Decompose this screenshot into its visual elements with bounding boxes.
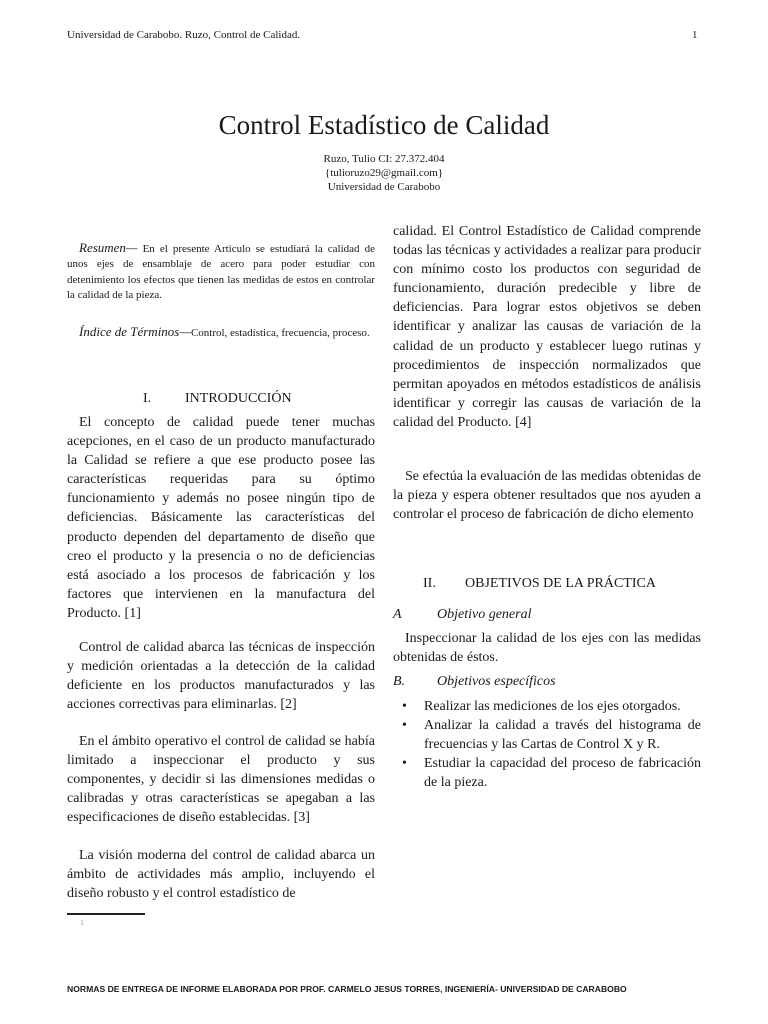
specific-objectives-list <box>393 697 701 792</box>
running-header: Universidad de Carabobo. Ruzo, Control de Calidad. <box>67 29 301 41</box>
subsection-b-heading <box>393 674 556 690</box>
objective-item: • Realizar las mediciones de los ejes otorgados. <box>393 697 701 716</box>
subsection-a-heading <box>393 607 531 623</box>
intro-text-2: Control de calidad abarca las técnicas de inspección y medición orientadas a la detección de la calidad deficiente en los productos manufacturados y las acciones correctivas para eliminarlas. [2] <box>67 640 375 713</box>
right-text-1: calidad. El Control Estadístico de Calidad comprende todas las técnicas y actividades a realizar para producir con mínimo costo los productos con seguridad de funcionamiento, duración predecible y libre de deficiencias. Para lograr estos objetivos se deben identificar y analizar las causas de variación de la calidad de un producto y establecer luego rutinas y procedimientos de inspección normalizados que permitan apoyados en métodos estadísticos de análisis identificar y corregir las causas de variación de la calidad del Producto. [4] <box>393 224 701 430</box>
paper-title: Control Estadístico de Calidad <box>218 110 550 140</box>
section-heading-objetivos <box>423 576 656 592</box>
section-heading-introduccion <box>143 391 292 407</box>
intro-paragraph-1 <box>67 413 375 623</box>
author-block <box>0 152 768 194</box>
abstract <box>67 240 375 304</box>
right-paragraph-1 <box>393 222 701 432</box>
objective-item: • Estudiar la capacidad del proceso de fabricación de la pieza. <box>393 754 701 792</box>
index-terms <box>67 324 375 341</box>
subsection-letter: A <box>393 607 402 622</box>
intro-text-4: La visión moderna del control de calidad abarca un ámbito de actividades más amplio, incluyendo el diseño robusto y el control estadístico de <box>67 848 375 902</box>
section-title: OBJETIVOS DE LA PRÁCTICA <box>465 576 656 591</box>
page-footer: NORMAS DE ENTREGA DE INFORME ELABORADA POR PROF. CARMELO JESUS TORRES, INGENIERÍA- UNIVERSIDAD DE CARABOBO <box>67 984 627 994</box>
author-name: Ruzo, Tulio CI: 27.372.404 <box>323 153 445 165</box>
subsection-letter: B. <box>393 674 406 689</box>
general-objective-text: Inspeccionar la calidad de los ejes con las medidas obtenidas de éstos. <box>393 631 701 666</box>
index-terms-text: Control, estadística, frecuencia, proceso. <box>190 327 370 339</box>
subsection-title: Objetivo general <box>437 607 532 622</box>
section-number: I. <box>143 391 152 406</box>
author-email: {tulioruzo29@gmail.com} <box>324 167 444 179</box>
abstract-text: En el presente Articulo se estudiará la calidad de unos ejes de ensamblaje de acero para poder estudiar con detenimiento los efectos que tienen las medidas de estos en controlar la calidad de la pieza. <box>67 243 375 302</box>
objective-item: • Analizar la calidad a través del histograma de frecuencias y las Cartas de Control X y R. <box>393 716 701 754</box>
section-number: II. <box>423 576 436 591</box>
general-objective <box>393 629 701 667</box>
author-affiliation: Universidad de Carabobo <box>327 181 441 193</box>
subsection-title: Objetivos específicos <box>437 674 556 689</box>
abstract-label: Resumen— <box>79 240 138 255</box>
page-number: 1 <box>692 29 698 41</box>
right-paragraph-2 <box>393 467 701 524</box>
intro-text-3: En el ámbito operativo el control de calidad se había limitado a inspeccionar el producto y sus componentes, y decidir si las dimensiones medidas o calibradas y otras características se apegaban a las especificaciones de diseño establecidas. [3] <box>67 734 375 826</box>
section-title: INTRODUCCIÓN <box>185 391 292 406</box>
intro-paragraph-3 <box>67 732 375 827</box>
intro-paragraph-4 <box>67 846 375 903</box>
footnote-rule <box>67 913 145 915</box>
intro-text-1: El concepto de calidad puede tener muchas acepciones, en el caso de un producto manufacturado la Calidad se refiere a que ese producto posee las características requeridas para su óptimo funcionamiento y además no posee ningún tipo de deficiencias. Básicamente las características del producto dependen del departamento de diseño que creo el producto y la presencia o no de deficiencias está asociado a los procesos de fabricación y los factores que intervienen en la manufactura del Producto. [1] <box>67 415 375 621</box>
index-terms-label: Índice de Términos— <box>79 324 191 339</box>
right-text-2: Se efectúa la evaluación de las medidas obtenidas de la pieza y espera obtener resultados que nos ayuden a controlar el proceso de fabricación de dicho elemento <box>393 469 701 523</box>
footnote-mark: 1 <box>80 918 84 927</box>
intro-paragraph-2 <box>67 638 375 714</box>
